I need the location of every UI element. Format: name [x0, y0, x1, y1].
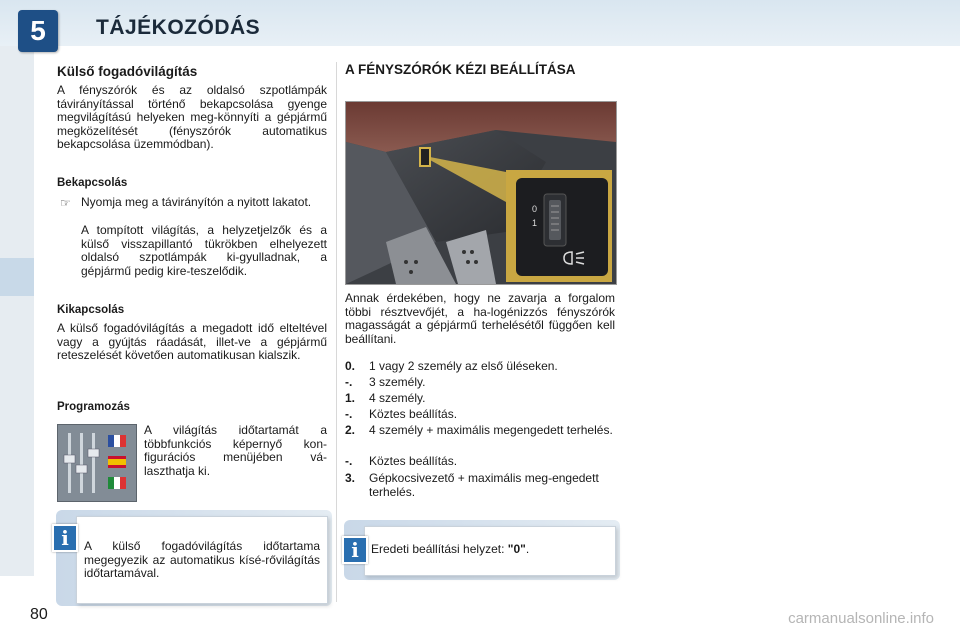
list-item-text: 1 vagy 2 személy az első üléseken. [369, 359, 558, 373]
chapter-number: 5 [18, 10, 58, 52]
info-box-right-text [371, 543, 611, 557]
info-icon: i [52, 524, 78, 552]
display-thumbnail [57, 424, 137, 502]
list-item-text: 3 személy. [369, 375, 426, 389]
list-item-key: -. [345, 454, 353, 468]
list-item-key: -. [345, 407, 353, 421]
list-item-key: 3. [345, 471, 356, 485]
watermark: carmanualsonline.info [788, 610, 934, 627]
list-item-key: -. [345, 375, 353, 389]
info-icon: i [342, 536, 368, 564]
default-setting-value: "0" [507, 542, 526, 556]
headlamp-adjust-photo [345, 101, 617, 285]
list-item-key: 0. [345, 359, 356, 373]
chapter-title: TÁJÉKOZÓDÁS [96, 16, 261, 39]
wheel-label-one: 1 [532, 218, 538, 228]
list-item-text: 4 személy. [369, 391, 426, 405]
list-item-text: Köztes beállítás. [369, 454, 458, 468]
side-tab-marker [0, 258, 34, 296]
programming-title: Programozás [57, 401, 130, 413]
display-thumbnail-graphic [58, 425, 136, 501]
default-setting-suffix: . [525, 542, 530, 556]
switch-on-title: Bekapcsolás [57, 177, 128, 189]
section-title-exterior-lighting: Külső fogadóvilágítás [57, 64, 198, 79]
switch-off-title: Kikapcsolás [57, 304, 125, 316]
page-number: 80 [30, 606, 48, 623]
programming-text: A világítás időtartamát a többfunkciós képernyő kon-figurációs menüjében vá-laszthatja ki. [144, 423, 327, 478]
list-item-key: 1. [345, 391, 356, 405]
wheel-label-zero: 0 [532, 204, 538, 214]
info-box-left-text: A külső fogadóvilágítás időtartama megegyezik az automatikus kísé-rővilágítás időtartamával. [84, 539, 320, 580]
section-title-headlamp-adjustment: A FÉNYSZÓRÓK KÉZI BEÁLLÍTÁSA [345, 62, 576, 77]
headlamp-intro: Annak érdekében, hogy ne zavarja a forgalom többi résztvevőjét, a ha-logénizzós fényszórók magasságát a gépjármű terhelésétől függően kell beállítani. [345, 291, 615, 346]
switch-off-text: A külső fogadóvilágítás a megadott idő elteltével vagy a gyújtás ráadását, illet-ve a gépjármű reteszelését követően automatikusan kialszik. [57, 321, 327, 362]
default-setting-label: Eredeti beállítási helyzet: [371, 542, 508, 556]
dashboard-illustration [346, 102, 616, 284]
list-item-text: 4 személy + maximális megengedett terhelés. [369, 423, 613, 437]
side-margin [0, 46, 34, 576]
exterior-lighting-intro: A fényszórók és az oldalsó szpotlámpák távirányítással történő bekapcsolása gyenge megvilágítású helyeken meg-könnyíti a gépjármű megközelítését (fényszórók automatikus bekapcsolása üzemmódban). [57, 83, 327, 151]
pointing-hand-icon: ☞ [60, 196, 71, 210]
list-item-key: 2. [345, 423, 356, 437]
column-divider [336, 62, 337, 602]
switch-on-step: Nyomja meg a távirányítón a nyitott lakatot. [81, 195, 312, 209]
list-item-text: Gépkocsivezető + maximális meg-engedett terhelés. [369, 471, 599, 499]
switch-on-detail: A tompított világítás, a helyzetjelzők és a külső visszapillantó tükrökben elhelyezett oldalsó szpotlámpák ki-gyulladnak, a gépjármű pedig kire-teszelődik. [81, 223, 327, 278]
list-item-text: Köztes beállítás. [369, 407, 458, 421]
